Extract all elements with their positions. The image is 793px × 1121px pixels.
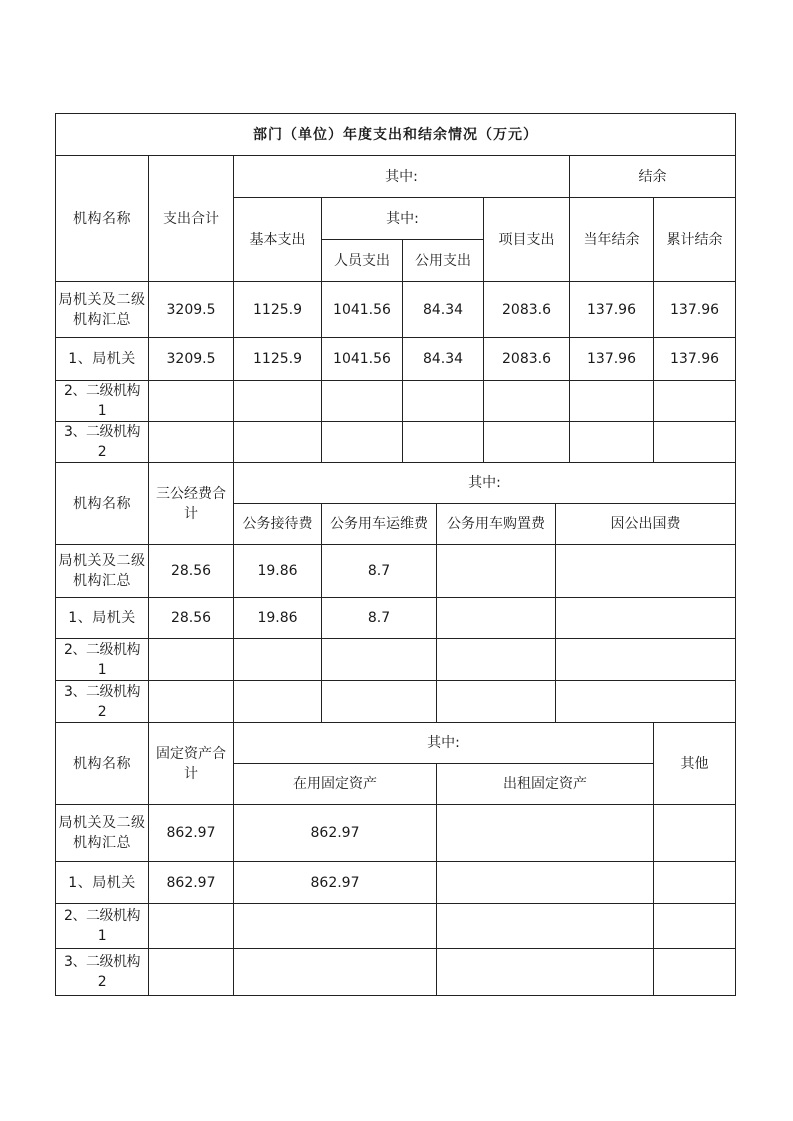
cumulative-balance-value: 137.96 (654, 338, 736, 381)
vehicle-operation-expense-value: 8.7 (322, 598, 437, 639)
personnel-expenditure-value: 1041.56 (322, 338, 403, 381)
org-label: 2、二级机构 1 (56, 639, 149, 681)
table-row (56, 422, 736, 463)
vehicle-operation-expense-header: 公务用车运维费 (322, 504, 437, 545)
reception-expense-value: 19.86 (234, 545, 322, 598)
table-row (56, 904, 736, 949)
fixed-assets-total-value: 862.97 (149, 805, 234, 862)
of-which-sub-header: 其中: (322, 198, 484, 240)
vehicle-purchase-expense-header: 公务用车购置费 (437, 504, 556, 545)
project-expenditure-value: 2083.6 (484, 282, 570, 338)
org-name-header: 机构名称 (56, 156, 149, 282)
project-expenditure-value: 2083.6 (484, 338, 570, 381)
basic-expenditure-value: 1125.9 (234, 282, 322, 338)
of-which-header: 其中: (234, 463, 736, 504)
org-label: 局机关及二级机构汇总 (56, 545, 149, 598)
current-balance-value: 137.96 (570, 338, 654, 381)
in-use-fixed-assets-value: 862.97 (234, 862, 437, 904)
reception-expense-header: 公务接待费 (234, 504, 322, 545)
org-label: 2、二级机构 1 (56, 381, 149, 422)
of-which-header: 其中: (234, 156, 570, 198)
reception-expense-value: 19.86 (234, 598, 322, 639)
table-row (56, 949, 736, 996)
org-label: 局机关及二级机构汇总 (56, 805, 149, 862)
three-public-expenses-total-header: 三公经费合计 (149, 463, 234, 545)
of-which-header: 其中: (234, 723, 654, 764)
fixed-assets-total-header: 固定资产合计 (149, 723, 234, 805)
vehicle-operation-expense-value: 8.7 (322, 545, 437, 598)
org-label: 3、二级机构 2 (56, 949, 149, 996)
three-public-expenses-total-value: 28.56 (149, 598, 234, 639)
table-row (56, 338, 736, 381)
cumulative-balance-header: 累计结余 (654, 198, 736, 282)
fixed-assets-total-value: 862.97 (149, 862, 234, 904)
table-row (56, 282, 736, 338)
org-label: 局机关及二级机构汇总 (56, 282, 149, 338)
basic-expenditure-header: 基本支出 (234, 198, 322, 282)
table-row (56, 681, 736, 723)
expenditure-total-value: 3209.5 (149, 338, 234, 381)
org-label: 3、二级机构 2 (56, 681, 149, 723)
expenditure-total-header: 支出合计 (149, 156, 234, 282)
org-label: 2、二级机构 1 (56, 904, 149, 949)
other-header: 其他 (654, 723, 736, 805)
basic-expenditure-value: 1125.9 (234, 338, 322, 381)
org-label: 1、局机关 (56, 598, 149, 639)
table-row (56, 639, 736, 681)
table-row (56, 862, 736, 904)
leased-fixed-assets-header: 出租固定资产 (437, 764, 654, 805)
current-balance-value: 137.96 (570, 282, 654, 338)
current-balance-header: 当年结余 (570, 198, 654, 282)
public-expenditure-header: 公用支出 (403, 240, 484, 282)
org-name-header: 机构名称 (56, 723, 149, 805)
personnel-expenditure-value: 1041.56 (322, 282, 403, 338)
public-expenditure-value: 84.34 (403, 282, 484, 338)
table-row (56, 381, 736, 422)
org-name-header: 机构名称 (56, 463, 149, 545)
expenditure-balance-table (55, 113, 736, 996)
public-expenditure-value: 84.34 (403, 338, 484, 381)
cumulative-balance-value: 137.96 (654, 282, 736, 338)
in-use-fixed-assets-value: 862.97 (234, 805, 437, 862)
table-row (56, 545, 736, 598)
expenditure-total-value: 3209.5 (149, 282, 234, 338)
org-label: 1、局机关 (56, 862, 149, 904)
org-label: 3、二级机构 2 (56, 422, 149, 463)
in-use-fixed-assets-header: 在用固定资产 (234, 764, 437, 805)
abroad-expense-header: 因公出国费 (556, 504, 736, 545)
org-label: 1、局机关 (56, 338, 149, 381)
table-row (56, 598, 736, 639)
table-title: 部门（单位）年度支出和结余情况（万元） (56, 114, 736, 156)
table-row (56, 805, 736, 862)
personnel-expenditure-header: 人员支出 (322, 240, 403, 282)
project-expenditure-header: 项目支出 (484, 198, 570, 282)
three-public-expenses-total-value: 28.56 (149, 545, 234, 598)
balance-header: 结余 (570, 156, 736, 198)
